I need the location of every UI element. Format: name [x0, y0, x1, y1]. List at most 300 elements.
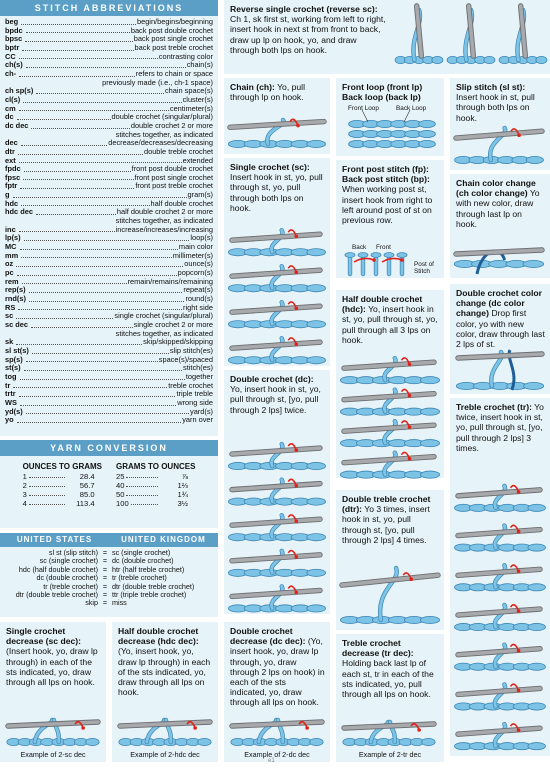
ounces-to-grams-title: OUNCES TO GRAMS — [22, 462, 102, 471]
uk-term: sc (single crochet) — [112, 548, 171, 557]
leader-dots — [36, 214, 116, 215]
abbreviation-key: yd(s) — [5, 406, 23, 416]
dtr-diagram — [340, 562, 442, 628]
card-front-back-loop — [336, 78, 444, 156]
abbreviation-meaning: slip stitch(es) — [169, 345, 213, 355]
chain-loop — [419, 140, 436, 147]
post-front-label: Front — [376, 244, 391, 251]
abbreviation-meaning: round(s) — [185, 294, 213, 303]
abbreviation-meaning: space(s)/spaced — [158, 354, 213, 364]
leader-dots — [21, 205, 149, 206]
us-uk-row — [0, 599, 218, 607]
arrow-head — [294, 342, 298, 346]
us-uk-row — [0, 566, 218, 574]
leader-dots — [20, 188, 134, 189]
abbreviation-meaning: cluster(s) — [182, 94, 213, 104]
dc-dec-caption: Example of 2-dc dec — [244, 750, 310, 759]
post-stitch-diagram — [344, 252, 416, 276]
card-slip-stitch — [450, 78, 550, 170]
uk-term: ttr (triple treble crochet) — [112, 590, 187, 600]
abbreviation-key: cm — [5, 103, 16, 113]
arrow-head — [400, 258, 404, 262]
abbreviation-meaning: treble crochet — [168, 380, 213, 390]
conversion-row — [116, 481, 188, 490]
leader-dots — [26, 32, 130, 33]
front-back-loop-diagram — [344, 116, 440, 154]
abbreviation-meaning: back post single crochet — [133, 34, 213, 44]
abbreviation-meaning: triple treble — [176, 389, 213, 399]
abbreviation-meaning: yarn over — [182, 415, 213, 425]
conversion-to: 56.7 — [79, 481, 95, 490]
leader-dots — [23, 102, 181, 103]
us-uk-panel — [0, 533, 218, 617]
leader-dots — [17, 119, 111, 120]
abbreviation-item — [5, 416, 213, 425]
yarn-conversion-header: YARN CONVERSION — [0, 440, 218, 456]
yarn-conversion-panel — [0, 440, 218, 528]
post-stitch-text: When working post st, insert hook from right to left around post of st on previous row. — [342, 184, 433, 226]
hdc-dec-diagram — [118, 718, 214, 746]
arrow-head — [408, 362, 412, 366]
dc-color-change-diagram — [456, 348, 546, 392]
post-back-label: Back — [352, 244, 367, 251]
conversion-to: 113.4 — [76, 499, 95, 508]
chain-loop — [432, 56, 443, 63]
card-half-double-crochet — [336, 290, 444, 478]
card-treble-crochet — [450, 398, 550, 756]
leader-dots — [21, 257, 172, 258]
abbreviation-key: sl st(s) — [5, 345, 29, 355]
abbreviation-key: pc — [5, 268, 14, 278]
slip-stitch-text: Insert hook in st, pull through both lps on hook. — [456, 92, 535, 123]
conversion-from: 1 — [22, 472, 27, 481]
grams-to-ounces-table — [116, 462, 195, 508]
chain-loop — [397, 253, 407, 258]
chain-loop — [528, 663, 546, 670]
arrow-head — [294, 270, 298, 274]
abbreviation-meaning: ounce(s) — [184, 259, 213, 269]
leader-dots — [126, 481, 158, 487]
chain-loop — [310, 738, 324, 745]
uk-term: miss — [112, 598, 127, 608]
abbreviation-key: yo — [5, 415, 14, 425]
conversion-row — [23, 481, 95, 490]
conversion-row — [23, 472, 95, 481]
conversion-from: 25 — [116, 472, 125, 481]
leader-dots — [21, 24, 136, 25]
abbreviation-meaning: double crochet 2 or more — [130, 120, 213, 130]
front-back-loop-title: Front loop (front lp) Back loop (back lp) — [342, 82, 423, 103]
chain-color-change-diagram — [454, 240, 546, 276]
abbreviation-key: dc — [5, 112, 14, 122]
uk-term: tr (treble crochet) — [112, 573, 167, 583]
chain-loop — [420, 440, 439, 447]
leader-dots — [13, 387, 167, 388]
us-uk-row — [0, 549, 218, 557]
tr-dec-title: Treble crochet decrease (tr dec): — [342, 638, 414, 659]
equals-sign: = — [102, 548, 108, 557]
abbreviation-key: oz — [5, 259, 14, 269]
abbreviation-key: RS — [5, 302, 16, 312]
leader-dots — [24, 370, 182, 371]
tr-dec-diagram — [342, 720, 438, 746]
ounces-to-grams-table — [23, 462, 102, 508]
abbreviation-meaning: contrasting color — [158, 51, 213, 61]
card-chain-color-change — [450, 174, 550, 278]
single-crochet-text: Insert hook in st, yo, pull through st, yo, pull through both lps on hook. — [230, 172, 323, 213]
abbreviation-meaning: together — [185, 371, 213, 381]
abbreviation-key: rep(s) — [5, 285, 26, 295]
leader-dots — [17, 422, 182, 423]
abbreviation-item — [5, 364, 213, 373]
chain-loop — [86, 738, 100, 745]
crochet-hook — [344, 724, 434, 728]
chain-loop — [345, 253, 355, 258]
abbreviation-key: beg — [5, 17, 19, 26]
abbreviation-key: trtr — [5, 389, 16, 399]
abbreviation-key: bpsc — [5, 34, 23, 44]
uk-term: dc (double crochet) — [112, 556, 174, 566]
abbreviation-meaning: main color — [178, 242, 213, 252]
card-double-treble-crochet — [336, 490, 444, 630]
conversion-to: 3½ — [177, 499, 188, 508]
abbreviation-item — [5, 286, 213, 295]
dc-text: Yo, insert hook in st, yo, pull through st, [yo, pull through 2 lps] twice. — [230, 384, 321, 415]
card-dc-color-change — [450, 284, 550, 394]
abbreviation-item — [5, 356, 213, 365]
us-term: dtr (double treble crochet) — [15, 590, 98, 600]
grams-to-ounces-title: GRAMS TO OUNCES — [116, 462, 196, 471]
leader-dots — [29, 292, 183, 293]
leader-dots — [131, 499, 158, 505]
card-single-crochet — [224, 158, 330, 366]
arrow-head — [517, 530, 521, 534]
leader-dots — [16, 266, 183, 267]
abbreviation-meaning: previously made (i.e., ch-1 space) — [102, 77, 213, 87]
abbreviations-panel — [0, 0, 218, 436]
leader-dots — [32, 353, 169, 354]
us-term: dc (double crochet) — [36, 573, 98, 583]
abbreviation-meaning: front post double crochet — [131, 164, 213, 174]
leader-dots — [29, 481, 65, 487]
leader-dots — [23, 179, 133, 180]
arrow-head — [409, 577, 413, 581]
conversion-from: 2 — [22, 481, 27, 490]
arrow-head — [294, 448, 298, 452]
crochet-hook — [120, 722, 210, 726]
us-header: UNITED STATES — [16, 535, 93, 544]
uk-term: dtr (double treble crochet) — [112, 581, 195, 591]
abbreviation-meaning: half double crochet 2 or more — [116, 207, 213, 217]
hdc-dec-title: Half double crochet decrease (hdc dec): — [118, 626, 199, 647]
leader-dots — [19, 76, 135, 77]
abbreviation-meaning: remain/remains/remaining — [127, 276, 213, 286]
chain-loop — [307, 249, 326, 256]
chain-loop — [420, 408, 439, 415]
leader-dots — [19, 162, 182, 163]
arrow-head — [517, 649, 521, 653]
arrow-head — [408, 394, 412, 398]
abbreviation-meaning: front post treble crochet — [135, 181, 213, 191]
abbreviation-key: ch sp(s) — [5, 86, 34, 96]
us-uk-header — [0, 533, 218, 547]
chain-loop — [371, 253, 381, 258]
abbreviation-meaning: yard(s) — [190, 406, 213, 416]
leader-dots — [19, 231, 115, 232]
conversion-row — [23, 490, 95, 499]
dc-dec-text: (Yo, insert hook, yo, draw lp through, yo, draw through 2 lps on hook) in each of the sts indicated, yo, draw through all lps on hook. — [230, 636, 325, 708]
arrow-head — [294, 484, 298, 488]
abbreviation-key: st(s) — [5, 363, 21, 373]
crochet-hook — [456, 250, 542, 254]
card-post-stitch — [336, 160, 444, 278]
conversion-to: 85.0 — [79, 490, 95, 499]
abbreviation-meaning: single crochet 2 or more — [133, 319, 213, 329]
card-sc-decrease — [0, 622, 106, 762]
abbreviation-meaning: loop(s) — [190, 233, 213, 243]
arrow-head — [517, 133, 521, 137]
hdc-diagram — [340, 350, 442, 476]
abbreviation-key: fptr — [5, 181, 18, 191]
conversion-from: 3 — [22, 490, 27, 499]
abbreviation-key: mm — [5, 250, 19, 260]
chain-loop — [307, 285, 326, 292]
abbreviation-meaning: right side — [183, 302, 213, 312]
arrow-head — [517, 490, 521, 494]
card-double-crochet — [224, 370, 330, 614]
card-hdc-decrease — [112, 622, 218, 762]
abbreviation-key: hdc dec — [5, 207, 33, 217]
reverse-sc-diagram — [396, 4, 546, 70]
hdc-text: Yo, insert hook in st, yo, pull through st, yo, pull through all 3 lps on hook. — [342, 304, 438, 345]
abbreviation-meaning: decrease/decreases/decreasing — [108, 138, 213, 148]
equals-sign: = — [102, 590, 108, 600]
equals-sign: = — [102, 598, 108, 608]
leader-dots — [18, 309, 182, 310]
chain-loop — [307, 605, 326, 612]
leader-dots — [26, 67, 186, 68]
hdc-dec-caption: Example of 2-hdc dec — [130, 750, 200, 759]
abbreviation-key: CC — [5, 51, 16, 61]
abbreviation-key: sc — [5, 311, 14, 321]
leader-dots — [31, 128, 129, 129]
conversion-from: 40 — [116, 481, 125, 490]
abbreviation-meaning: stitch(es) — [183, 363, 213, 373]
chain-loop — [523, 260, 544, 267]
abbreviation-key: rnd(s) — [5, 294, 26, 303]
equals-sign: = — [102, 581, 108, 591]
arrow-head — [517, 570, 521, 574]
abbreviation-key: tog — [5, 371, 17, 381]
abbreviation-meaning: begin/begins/beginning — [136, 17, 213, 26]
leader-dots — [25, 41, 132, 42]
equals-sign: = — [102, 556, 108, 566]
tr-dec-text: Holding back last lp of each st, tr in each of the sts indicated, yo, pull through all lps on hook. — [342, 658, 434, 700]
leader-dots — [22, 50, 133, 51]
abbreviation-key: inc — [5, 224, 16, 234]
chain-loop — [358, 253, 368, 258]
abbreviation-key: ch(s) — [5, 60, 23, 70]
sc-dec-diagram — [6, 718, 102, 746]
back-loop-label: Back Loop — [396, 105, 427, 112]
equals-sign: = — [102, 564, 108, 574]
card-chain — [224, 78, 330, 154]
card-dc-decrease — [224, 622, 330, 762]
chain-loop — [422, 738, 436, 745]
dc-diagram — [228, 434, 328, 612]
leader-dots — [20, 379, 185, 380]
abbreviation-key: ext — [5, 155, 16, 165]
reverse-sc-text: Ch 1, sk first st, working from left to right, insert hook in next st from front to back, draw up lp on hook, yo, and draw through both lps on hook. — [230, 14, 386, 55]
leader-dots — [19, 58, 158, 59]
leader-dots — [20, 405, 176, 406]
chain-loop — [419, 120, 436, 127]
arrow-head — [294, 591, 298, 595]
leader-dots — [18, 154, 143, 155]
abbreviation-key: cl(s) — [5, 94, 21, 104]
post-stitch-title: Front post stitch (fp): Back post stitch (bp): — [342, 164, 430, 185]
crochet-hook — [8, 722, 98, 726]
conversion-row — [23, 499, 95, 508]
abbreviations-header: STITCH ABBREVIATIONS — [0, 0, 218, 16]
arrow-head — [294, 519, 298, 523]
leader-dots — [24, 171, 131, 172]
chain-loop — [528, 584, 546, 591]
chain-color-change-title: Chain color change (ch color change) — [456, 178, 536, 199]
dtr-text: Yo 3 times, insert hook in st, yo, pull through st, [yo, pull through 2 lps] 4 times. — [342, 504, 430, 545]
single-crochet-title: Single crochet (sc): — [230, 162, 310, 172]
dc-color-change-text: Drop first color, yo with new color, draw through last 2 lps of st. — [456, 308, 545, 350]
abbreviation-meaning: centimeter(s) — [169, 103, 213, 113]
abbreviation-item — [5, 148, 213, 157]
abbreviation-meaning: wrong side — [177, 397, 213, 407]
leader-dots — [22, 283, 127, 284]
conversion-row — [116, 499, 188, 508]
abbreviation-key: lp(s) — [5, 233, 21, 243]
arrow-head — [408, 457, 412, 461]
abbreviation-key: MC — [5, 242, 17, 252]
slip-stitch-diagram — [454, 122, 546, 168]
abbreviation-key: rem — [5, 276, 19, 286]
chain-loop — [419, 130, 436, 137]
us-term: sc (single crochet) — [39, 556, 98, 566]
abbreviation-meaning: refers to chain or space — [135, 68, 213, 78]
abbreviation-item — [5, 226, 213, 235]
us-term: hdc (half double crochet) — [18, 564, 98, 574]
abbreviation-meaning: popcorn(s) — [177, 268, 213, 278]
chain-loop — [307, 357, 326, 364]
leader-dots — [20, 249, 178, 250]
arrow-head — [193, 726, 197, 730]
chain-loop — [528, 623, 546, 630]
tr-diagram — [454, 474, 548, 752]
chain-loop — [526, 156, 543, 163]
slip-stitch-title: Slip stitch (sl st): — [456, 82, 526, 92]
us-term: skip — [85, 598, 98, 608]
arrow-head — [294, 234, 298, 238]
abbreviation-meaning: gram(s) — [187, 190, 213, 200]
abbreviation-key: bptr — [5, 42, 20, 52]
arrow-head — [294, 555, 298, 559]
us-uk-row — [0, 591, 218, 599]
conversion-from: 100 — [116, 499, 129, 508]
abbreviation-meaning: stitches together, as indicated — [115, 129, 213, 139]
conversion-from: 4 — [22, 499, 27, 508]
conversion-to: 1¾ — [177, 490, 188, 499]
abbreviation-meaning: half double crochet — [150, 198, 213, 208]
dtr-title: Double treble crochet (dtr): — [342, 494, 431, 515]
leader-dots — [29, 472, 65, 478]
leader-dots — [17, 275, 177, 276]
abbreviation-key: ch- — [5, 68, 17, 78]
leader-dots — [13, 197, 187, 198]
us-term: sl st (slip stitch) — [48, 548, 98, 557]
arrow-head — [294, 306, 298, 310]
arrow-head — [372, 258, 376, 262]
abbreviation-key: dc dec — [5, 120, 29, 130]
abbreviation-item — [5, 278, 213, 287]
leader-dots — [21, 145, 107, 146]
leader-dots — [36, 93, 164, 94]
abbreviation-meaning: chain space(s) — [164, 86, 213, 96]
leader-dots — [19, 396, 176, 397]
chain-loop — [420, 471, 439, 478]
leader-dots — [29, 490, 65, 496]
leader-dots — [16, 318, 113, 319]
chain-title: Chain (ch): — [230, 82, 275, 92]
arrow-head — [417, 728, 421, 732]
abbreviation-item — [5, 182, 213, 191]
chain-loop — [307, 569, 326, 576]
abbreviation-meaning: front post single crochet — [134, 172, 213, 182]
leader-dots — [126, 472, 158, 478]
equals-sign: = — [102, 573, 108, 583]
chain-loop — [528, 504, 546, 511]
abbreviation-meaning: double crochet (singular/plural) — [111, 112, 213, 122]
arrow-head — [81, 726, 85, 730]
tr-title: Treble crochet (tr): — [456, 402, 532, 412]
conversion-row — [116, 472, 188, 481]
abbreviation-meaning: stitches together, as indicated — [115, 328, 213, 338]
chain-color-change-text: Yo with new color, draw through last lp on hook. — [456, 188, 540, 229]
abbreviation-key: tr — [5, 380, 11, 390]
uk-header: UNITED KINGDOM — [121, 535, 206, 544]
sc-dec-caption: Example of 2-sc dec — [20, 750, 86, 759]
chain-text: Yo, pull through lp on hook. — [230, 82, 305, 103]
conversion-to: 28.4 — [79, 472, 95, 481]
hdc-title: Half double crochet (hdc): — [342, 294, 423, 315]
chain-loop — [484, 56, 495, 63]
uk-term: htr (half treble crochet) — [112, 564, 185, 574]
abbreviation-key: sp(s) — [5, 354, 23, 364]
abbreviation-key: WS — [5, 397, 17, 407]
chain-loop — [307, 321, 326, 328]
chain-loop — [536, 56, 547, 63]
us-term: tr (treble crochet) — [43, 581, 98, 591]
abbreviation-meaning: skip/skipped/skipping — [143, 337, 213, 347]
abbreviation-meaning: chain(s) — [186, 60, 213, 70]
tr-text: Yo twice, insert hook in st, yo, pull through st, [yo, pull through 2 lps] 3 times. — [456, 402, 544, 453]
abbreviation-meaning: repeat(s) — [183, 285, 213, 295]
abbreviation-item — [5, 87, 213, 96]
sc-dec-title: Single crochet decrease (sc dec): — [6, 626, 81, 647]
abbreviation-key: dtr — [5, 146, 15, 156]
page-footer: e1 — [268, 758, 275, 764]
conversion-to: 1⅔ — [177, 481, 188, 490]
chain-loop — [528, 703, 546, 710]
leader-dots — [126, 490, 158, 496]
chain-loop — [307, 140, 326, 147]
